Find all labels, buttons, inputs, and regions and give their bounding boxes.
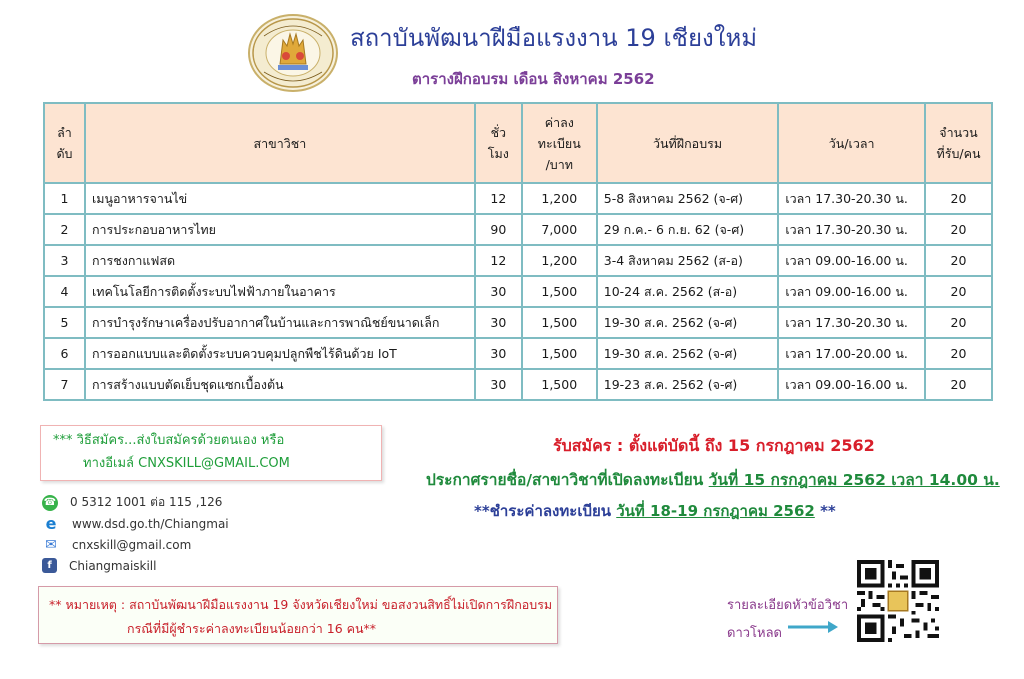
cell-time: เวลา 09.00-16.00 น. — [778, 276, 925, 307]
internet-explorer-icon: e — [45, 514, 57, 533]
how-to-apply-email[interactable]: ทางอีเมล์ CNXSKILL@GMAIL.COM — [83, 456, 290, 471]
payment-prefix: **ชำระค่าลงทะเบียน — [474, 502, 617, 520]
cell-fee: 1,500 — [522, 307, 597, 338]
cell-dates: 3-4 สิงหาคม 2562 (ส-อ) — [597, 245, 779, 276]
remark-box — [38, 586, 558, 644]
qr-code-icon[interactable] — [857, 560, 939, 642]
email-icon: ✉ — [45, 536, 57, 553]
phone-icon: ☎ — [42, 495, 58, 511]
payment-date: วันที่ 18-19 กรกฎาคม 2562 — [616, 502, 815, 520]
contact-email[interactable] — [42, 534, 229, 555]
cell-hours: 12 — [475, 245, 522, 276]
cell-fee: 1,200 — [522, 183, 597, 214]
table-row — [44, 369, 992, 400]
cell-dates: 5-8 สิงหาคม 2562 (จ-ศ) — [597, 183, 779, 214]
cell-fee: 1,500 — [522, 276, 597, 307]
cell-capacity: 20 — [925, 276, 992, 307]
cell-capacity: 20 — [925, 369, 992, 400]
contact-facebook[interactable] — [42, 555, 229, 576]
table-row — [44, 214, 992, 245]
cell-capacity: 20 — [925, 245, 992, 276]
how-to-apply-box — [40, 425, 382, 481]
cell-time: เวลา 17.30-20.30 น. — [778, 183, 925, 214]
header-capacity: จำนวน ที่รับ/คน — [925, 103, 992, 183]
table-row — [44, 276, 992, 307]
remark-line: ** หมายเหตุ : สถาบันพัฒนาฝีมือแรงงาน 19 จังหวัดเชียงใหม่ ขอสงวนสิทธิ์ไม่เปิดการฝึกอบรม — [49, 597, 553, 612]
cell-capacity: 20 — [925, 307, 992, 338]
cell-course: การออกแบบและติดตั้งระบบควบคุมปลูกพืชไร้ดินด้วย IoT — [85, 338, 475, 369]
header-time: วัน/เวลา — [778, 103, 925, 183]
announcement-prefix: ประกาศรายชื่อ/สาขาวิชาที่เปิดลงทะเบียน — [426, 471, 709, 489]
cell-no: 2 — [44, 214, 85, 245]
cell-time: เวลา 17.00-20.00 น. — [778, 338, 925, 369]
cell-time: เวลา 09.00-16.00 น. — [778, 245, 925, 276]
cell-capacity: 20 — [925, 214, 992, 245]
arrow-right-icon — [788, 620, 838, 634]
cell-hours: 30 — [475, 307, 522, 338]
contact-text: Chiangmaiskill — [69, 558, 157, 573]
header-no: ลำ ดับ — [44, 103, 85, 183]
how-to-apply-line: *** วิธีสมัคร...ส่งใบสมัครด้วยตนเอง หรือ — [53, 433, 285, 448]
cell-no: 7 — [44, 369, 85, 400]
contact-phone[interactable] — [42, 492, 229, 513]
header-dates: วันที่ฝึกอบรม — [597, 103, 779, 183]
cell-hours: 30 — [475, 276, 522, 307]
table-row — [44, 307, 992, 338]
cell-capacity: 20 — [925, 338, 992, 369]
download-label: ดาวโหลด — [727, 626, 783, 641]
table-row — [44, 183, 992, 214]
cell-course: การชงกาแฟสด — [85, 245, 475, 276]
table-header-row — [44, 103, 992, 183]
cell-no: 4 — [44, 276, 85, 307]
cell-course: เมนูอาหารจานไข่ — [85, 183, 475, 214]
cell-course: การประกอบอาหารไทย — [85, 214, 475, 245]
cell-hours: 30 — [475, 338, 522, 369]
table-row — [44, 338, 992, 369]
cell-fee: 7,000 — [522, 214, 597, 245]
cell-no: 1 — [44, 183, 85, 214]
department-logo — [248, 14, 338, 92]
cell-hours: 12 — [475, 183, 522, 214]
cell-fee: 1,500 — [522, 369, 597, 400]
contact-website[interactable] — [42, 513, 229, 534]
cell-hours: 30 — [475, 369, 522, 400]
announcement-date: วันที่ 15 กรกฎาคม 2562 เวลา 14.00 น. — [708, 471, 1000, 489]
cell-no: 6 — [44, 338, 85, 369]
schedule-subtitle: ตารางฝึกอบรม เดือน สิงหาคม 2562 — [412, 70, 655, 88]
cell-dates: 19-23 ส.ค. 2562 (จ-ศ) — [597, 369, 779, 400]
contact-text: 0 5312 1001 ต่อ 115 ,126 — [70, 495, 223, 509]
cell-no: 3 — [44, 245, 85, 276]
header-course: สาขาวิชา — [85, 103, 475, 183]
contact-list — [42, 492, 229, 576]
cell-fee: 1,200 — [522, 245, 597, 276]
cell-capacity: 20 — [925, 183, 992, 214]
payment-line — [474, 499, 836, 523]
header-hours: ชั่ว โมง — [475, 103, 522, 183]
cell-time: เวลา 09.00-16.00 น. — [778, 369, 925, 400]
cell-dates: 10-24 ส.ค. 2562 (ส-อ) — [597, 276, 779, 307]
cell-no: 5 — [44, 307, 85, 338]
cell-time: เวลา 17.30-20.30 น. — [778, 214, 925, 245]
training-schedule-table — [43, 102, 993, 401]
cell-hours: 90 — [475, 214, 522, 245]
cell-dates: 29 ก.ค.- 6 ก.ย. 62 (จ-ศ) — [597, 214, 779, 245]
announcement-line — [426, 467, 1000, 492]
institute-title: สถาบันพัฒนาฝีมือแรงงาน 19 เชียงใหม่ — [350, 24, 758, 52]
facebook-icon: f — [42, 558, 57, 573]
details-label: รายละเอียดหัวข้อวิชา — [727, 598, 849, 613]
cell-dates: 19-30 ส.ค. 2562 (จ-ศ) — [597, 307, 779, 338]
remark-line: กรณีที่มีผู้ชำระค่าลงทะเบียนน้อยกว่า 16 คน** — [127, 621, 377, 636]
contact-text: www.dsd.go.th/Chiangmai — [72, 516, 229, 531]
cell-course: เทคโนโลยีการติดตั้งระบบไฟฟ้าภายในอาคาร — [85, 276, 475, 307]
payment-suffix: ** — [814, 502, 836, 520]
cell-time: เวลา 17.30-20.30 น. — [778, 307, 925, 338]
cell-fee: 1,500 — [522, 338, 597, 369]
header-fee: ค่าลง ทะเบียน /บาท — [522, 103, 597, 183]
contact-text: cnxskill@gmail.com — [72, 537, 192, 552]
cell-course: การสร้างแบบตัดเย็บชุดแซกเบื้องต้น — [85, 369, 475, 400]
application-period: รับสมัคร : ตั้งแต่บัดนี้ ถึง 15 กรกฎาคม 2562 — [553, 436, 875, 455]
cell-dates: 19-30 ส.ค. 2562 (จ-ศ) — [597, 338, 779, 369]
cell-course: การบำรุงรักษาเครื่องปรับอากาศในบ้านและการพาณิชย์ขนาดเล็ก — [85, 307, 475, 338]
table-row — [44, 245, 992, 276]
